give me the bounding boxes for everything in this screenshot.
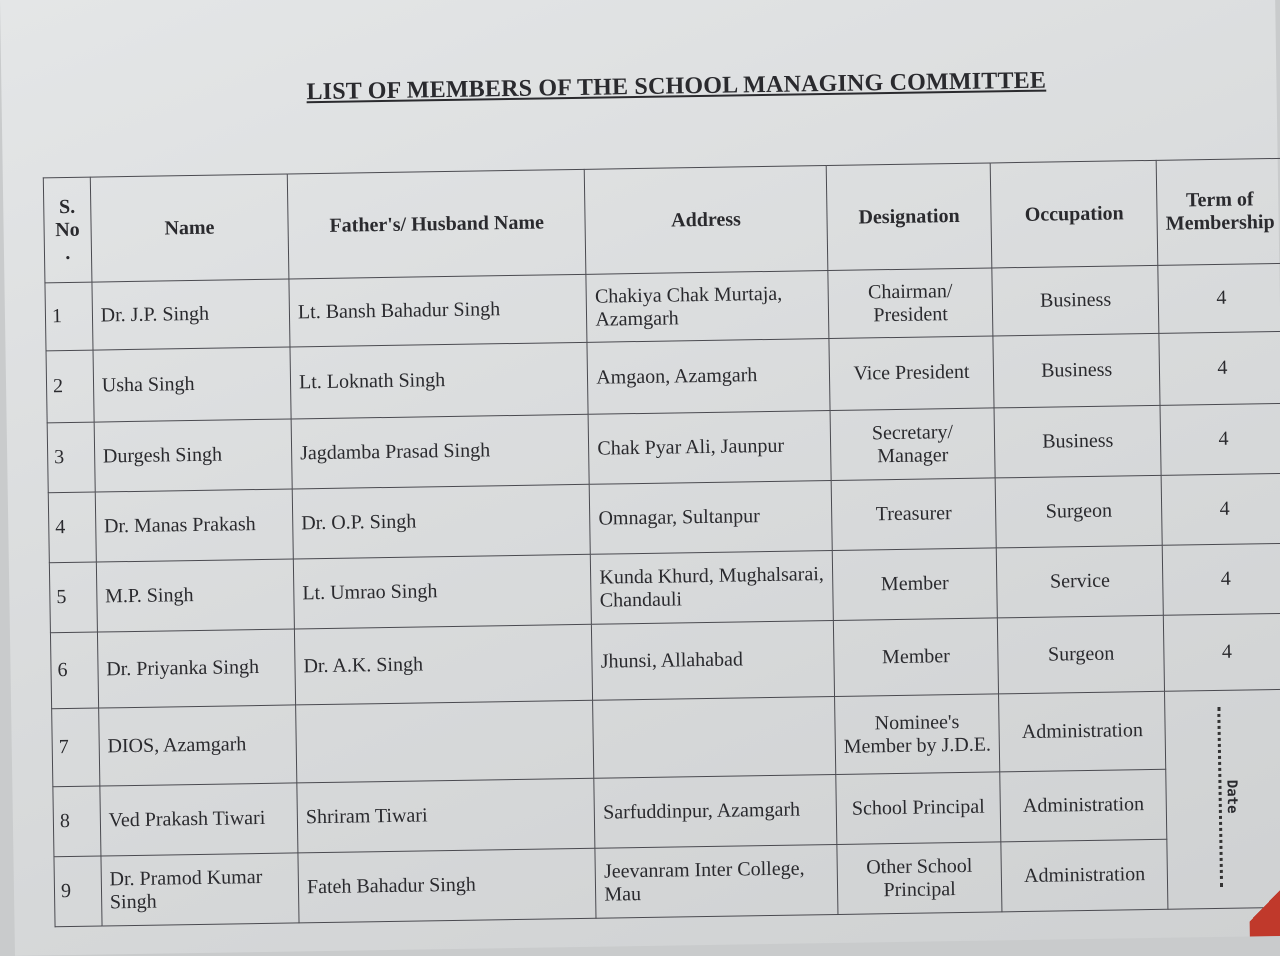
members-table bbox=[43, 158, 1280, 927]
name-cell: Dr. Pramod Kumar Singh bbox=[101, 853, 299, 926]
header-name: Name bbox=[90, 174, 289, 282]
name-cell: M.P. Singh bbox=[96, 559, 294, 632]
father-name-cell: Dr. A.K. Singh bbox=[294, 624, 592, 705]
designation-cell: Member bbox=[832, 548, 998, 621]
term-cell: 4 bbox=[1160, 403, 1280, 475]
name-cell: Dr. Priyanka Singh bbox=[97, 629, 295, 708]
header-address: Address bbox=[584, 166, 827, 275]
header-father: Father's/ Husband Name bbox=[287, 169, 586, 279]
address-cell bbox=[593, 696, 836, 778]
address-cell: Chak Pyar Ali, Jaunpur bbox=[588, 411, 830, 485]
table-header-row bbox=[43, 158, 1280, 282]
term-cell: 4 bbox=[1162, 543, 1280, 615]
designation-cell: Vice President bbox=[829, 336, 995, 411]
page-title: LIST OF MEMBERS OF THE SCHOOL MANAGING COMMITTEE bbox=[306, 67, 1047, 106]
name-cell: Dr. Manas Prakash bbox=[95, 489, 293, 562]
father-name-cell: Dr. O.P. Singh bbox=[292, 484, 590, 559]
sno-cell: 9 bbox=[54, 856, 102, 927]
father-name-cell: Fateh Bahadur Singh bbox=[298, 848, 596, 923]
sno-cell: 1 bbox=[45, 282, 93, 351]
father-name-cell: Lt. Umrao Singh bbox=[293, 554, 591, 629]
occupation-cell: Surgeon bbox=[996, 475, 1163, 548]
term-cell: 4 bbox=[1161, 473, 1280, 545]
occupation-cell: Business bbox=[994, 405, 1161, 478]
sno-cell: 7 bbox=[52, 708, 100, 787]
address-cell: Omnagar, Sultanpur bbox=[589, 481, 831, 555]
designation-cell: Chairman/ President bbox=[828, 268, 994, 339]
header-term: Term of Membership bbox=[1156, 158, 1280, 265]
father-name-cell: Lt. Bansh Bahadur Singh bbox=[289, 274, 587, 347]
name-cell: Ved Prakash Tiwari bbox=[100, 783, 298, 856]
occupation-cell: Service bbox=[997, 545, 1164, 618]
father-name-cell: Jagdamba Prasad Singh bbox=[291, 414, 589, 489]
sno-cell: 4 bbox=[48, 492, 96, 563]
occupation-cell: Administration bbox=[1001, 839, 1168, 912]
address-cell: Jeevanram Inter College, Mau bbox=[595, 844, 837, 918]
sno-cell: 5 bbox=[49, 562, 97, 633]
designation-cell: Member bbox=[833, 618, 999, 697]
date-stamp: Date bbox=[1217, 706, 1241, 886]
name-cell: DIOS, Azamgarh bbox=[98, 705, 296, 786]
occupation-cell: Business bbox=[992, 265, 1159, 336]
sno-cell: 8 bbox=[53, 786, 101, 857]
father-name-cell bbox=[296, 700, 594, 783]
term-cell: 4 bbox=[1163, 613, 1280, 691]
father-name-cell: Shriram Tiwari bbox=[297, 778, 595, 853]
name-cell: Durgesh Singh bbox=[94, 419, 292, 492]
address-cell: Chakiya Chak Murtaja, Azamgarh bbox=[586, 271, 828, 343]
term-cell: 4 bbox=[1159, 331, 1280, 405]
term-cell: 4 bbox=[1158, 263, 1280, 333]
address-cell: Kunda Khurd, Mughalsarai, Chandauli bbox=[591, 551, 833, 625]
designation-cell: Nominee's Member by J.D.E. bbox=[834, 694, 1000, 775]
father-name-cell: Lt. Loknath Singh bbox=[290, 342, 588, 419]
sno-cell: 6 bbox=[50, 632, 98, 709]
occupation-cell: Business bbox=[993, 333, 1160, 408]
address-cell: Amgaon, Azamgarh bbox=[587, 339, 830, 415]
designation-cell: Secretary/ Manager bbox=[830, 408, 996, 481]
designation-cell: Other School Principal bbox=[837, 842, 1003, 915]
occupation-cell: Administration bbox=[999, 691, 1166, 772]
occupation-cell: Surgeon bbox=[998, 615, 1165, 694]
occupation-cell: Administration bbox=[1000, 769, 1167, 842]
sno-cell: 3 bbox=[47, 422, 95, 493]
designation-cell: School Principal bbox=[835, 772, 1001, 845]
red-ribbon-decoration bbox=[1249, 866, 1280, 937]
header-designation: Designation bbox=[826, 163, 992, 271]
name-cell: Dr. J.P. Singh bbox=[92, 279, 290, 350]
sno-cell: 2 bbox=[46, 350, 94, 423]
address-cell: Jhunsi, Allahabad bbox=[592, 620, 835, 700]
designation-cell: Treasurer bbox=[831, 478, 997, 551]
header-sno: S. No . bbox=[43, 177, 91, 283]
address-cell: Sarfuddinpur, Azamgarh bbox=[594, 774, 836, 848]
header-occupation: Occupation bbox=[991, 160, 1158, 268]
name-cell: Usha Singh bbox=[93, 347, 291, 422]
